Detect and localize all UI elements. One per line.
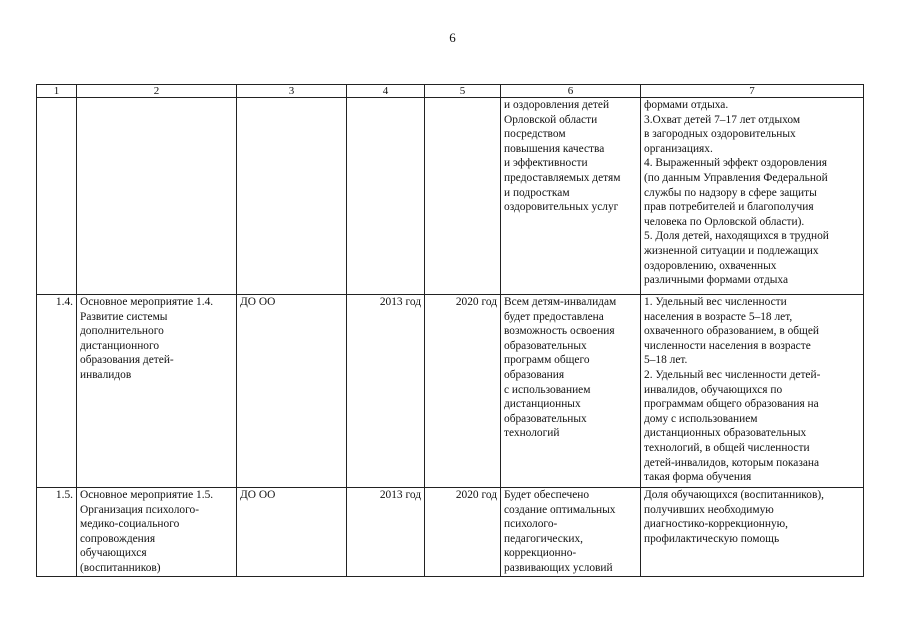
cell-text-line: 5. Доля детей, находящихся в трудной xyxy=(644,230,829,243)
cell-text-line: сопровождения xyxy=(80,532,156,545)
start-date-cell xyxy=(347,98,425,295)
column-header: 4 xyxy=(347,85,425,98)
cell-text-line: коррекционно- xyxy=(504,547,577,560)
cell-text-line: будет предоставлена xyxy=(504,310,604,323)
cell-text-line: Развитие системы xyxy=(80,310,168,323)
cell-text-line: дистанционных xyxy=(504,398,581,411)
cell-text-line: развивающих условий xyxy=(504,561,613,574)
cell-text-line: прав потребителей и благополучия xyxy=(644,201,814,214)
indicators-cell xyxy=(641,295,864,488)
cell-text-line: оздоровлению, охваченных xyxy=(644,259,777,272)
cell-text-line: программам общего образования на xyxy=(644,398,819,411)
cell-text-line: Орловской области xyxy=(504,113,598,126)
cell-text-line: Основное мероприятие 1.5. xyxy=(80,489,214,501)
cell-text-line: повышения качества xyxy=(504,142,605,155)
column-header: 5 xyxy=(425,85,501,98)
cell-text-line: Основное мероприятие 1.4. xyxy=(80,296,214,308)
cell-text-line: детей-инвалидов, которым показана xyxy=(644,456,820,469)
cell-text-line: программ общего xyxy=(504,354,590,367)
cell-text-line: образования xyxy=(504,368,565,381)
indicators-cell xyxy=(641,488,864,577)
page-number: 6 xyxy=(449,30,456,45)
indicators-cell xyxy=(641,98,864,295)
cell-text-line: технологий, в общей численности xyxy=(644,441,810,454)
executor-cell: ДО ОО xyxy=(237,488,347,577)
cell-text-line: 1. Удельный вес численности xyxy=(644,296,787,308)
cell-text-line: технологий xyxy=(504,427,560,440)
table-row xyxy=(37,295,864,488)
cell-text-line: человека по Орловской области). xyxy=(644,215,805,228)
expected-result-cell xyxy=(501,98,641,295)
cell-text-line: и эффективности xyxy=(504,157,588,170)
column-header: 2 xyxy=(77,85,237,98)
end-date-cell: 2020 год xyxy=(425,488,501,577)
cell-text-line: Доля обучающихся (воспитанников), xyxy=(644,489,824,501)
measure-name-cell xyxy=(77,98,237,295)
cell-text-line: образования детей- xyxy=(80,354,174,367)
cell-text-line: охваченного образованием, в общей xyxy=(644,325,819,338)
row-number-cell: 1.4. xyxy=(37,295,77,488)
column-header: 3 xyxy=(237,85,347,98)
cell-text-line: населения в возрасте 5–18 лет, xyxy=(644,310,793,323)
cell-text-line: формами отдыха. xyxy=(644,99,729,111)
cell-text-line: 5–18 лет. xyxy=(644,354,688,367)
cell-text-line: Организация психолого- xyxy=(80,503,199,516)
cell-text-line: численности населения в возрасте xyxy=(644,339,811,352)
cell-text-line: различными формами отдыха xyxy=(644,274,789,287)
row-number-cell xyxy=(37,98,77,295)
end-date-cell xyxy=(425,98,501,295)
cell-text-line: с использованием xyxy=(504,383,591,396)
column-header: 1 xyxy=(37,85,77,98)
cell-text-line: медико-социального xyxy=(80,518,180,531)
cell-text-line: психолого- xyxy=(504,518,558,531)
cell-text-line: дому с использованием xyxy=(644,412,758,425)
cell-text-line: 2. Удельный вес численности детей- xyxy=(644,368,821,381)
cell-text-line: 3.Охват детей 7–17 лет отдыхом xyxy=(644,113,801,126)
cell-text-line: дистанционных образовательных xyxy=(644,427,807,440)
cell-text-line: 4. Выраженный эффект оздоровления xyxy=(644,157,828,170)
cell-text-line: Всем детям-инвалидам xyxy=(504,296,617,308)
executor-cell xyxy=(237,98,347,295)
cell-text-line: предоставляемых детям xyxy=(504,171,621,184)
row-number-cell: 1.5. xyxy=(37,488,77,577)
cell-text-line: посредством xyxy=(504,128,566,141)
measure-name-cell xyxy=(77,295,237,488)
start-date-cell: 2013 год xyxy=(347,295,425,488)
cell-text-line: (воспитанников) xyxy=(80,561,161,574)
cell-text-line: оздоровительных услуг xyxy=(504,201,619,214)
column-header: 6 xyxy=(501,85,641,98)
cell-text-line: и подросткам xyxy=(504,186,570,199)
expected-result-cell xyxy=(501,488,641,577)
cell-text-line: возможность освоения xyxy=(504,325,615,338)
cell-text-line: педагогических, xyxy=(504,532,584,545)
end-date-cell: 2020 год xyxy=(425,295,501,488)
cell-text-line: получивших необходимую xyxy=(644,503,774,516)
cell-text-line: профилактическую помощь xyxy=(644,532,780,545)
cell-text-line: инвалидов xyxy=(80,368,132,381)
cell-text-line: Будет обеспечено xyxy=(504,489,590,501)
cell-text-line: в загородных оздоровительных xyxy=(644,128,796,141)
expected-result-cell xyxy=(501,295,641,488)
cell-text-line: инвалидов, обучающихся по xyxy=(644,383,783,396)
cell-text-line: создание оптимальных xyxy=(504,503,616,516)
cell-text-line: образовательных xyxy=(504,412,587,425)
cell-text-line: службы по надзору в сфере защиты xyxy=(644,186,817,199)
table-row xyxy=(37,488,864,577)
start-date-cell: 2013 год xyxy=(347,488,425,577)
cell-text-line: образовательных xyxy=(504,339,587,352)
cell-text-line: (по данным Управления Федеральной xyxy=(644,171,828,184)
executor-cell: ДО ОО xyxy=(237,295,347,488)
cell-text-line: дополнительного xyxy=(80,325,164,338)
table-row xyxy=(37,98,864,295)
cell-text-line: жизненной ситуации и подлежащих xyxy=(644,244,819,257)
column-header: 7 xyxy=(641,85,864,98)
cell-text-line: организациях. xyxy=(644,142,713,155)
measure-name-cell xyxy=(77,488,237,577)
cell-text-line: и оздоровления детей xyxy=(504,99,610,111)
table-header-row xyxy=(37,85,864,98)
cell-text-line: дистанционного xyxy=(80,339,160,352)
cell-text-line: диагностико-коррекционную, xyxy=(644,518,789,531)
cell-text-line: такая форма обучения xyxy=(644,471,752,484)
cell-text-line: обучающихся xyxy=(80,547,147,560)
program-table xyxy=(36,84,864,577)
